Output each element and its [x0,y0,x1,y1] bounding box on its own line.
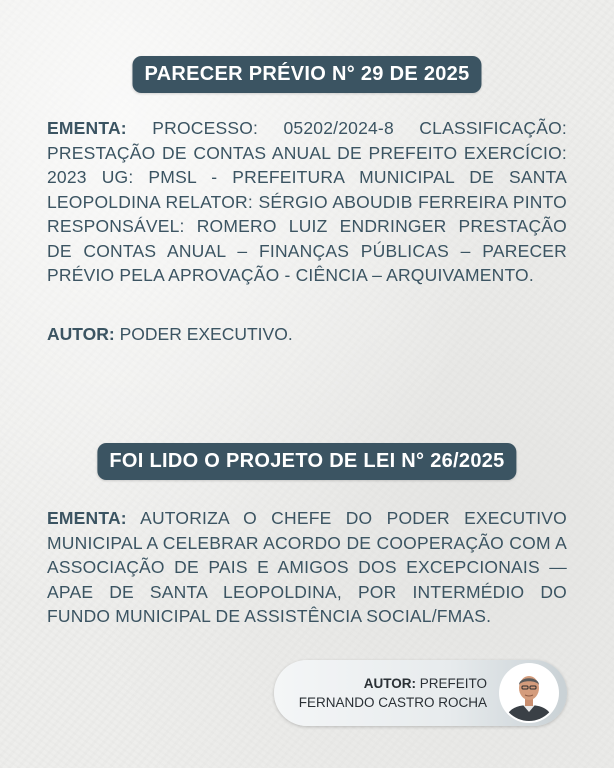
section2-ementa [47,506,567,629]
section1-autor [47,324,293,345]
author-card-role: PREFEITO [415,676,487,691]
section1-autor-value: PODER EXECUTIVO. [114,324,293,344]
person-icon [501,665,557,721]
section1-ementa-label: EMENTA: [47,118,127,138]
section1-ementa-text: PROCESSO: 05202/2024-8 CLASSIFICAÇÃO: PRESTAÇÃO DE CONTAS ANUAL DE PREFEITO EXERCÍCIO: 2023 UG: PMSL - PREFEITURA MUNICIPAL DE SANTA LEOPOLDINA RELATOR: SÉRGIO ABOUDIB FERREIRA PINTO RESPONSÁVEL: ROMERO LUIZ ENDRINGER PRESTAÇÃO DE CONTAS ANUAL – FINANÇAS PÚBLICAS – PARECER PRÉVIO PELA APROVAÇÃO - CIÊNCIA – ARQUIVAMENTO. [47,118,567,285]
author-card-label: AUTOR: [363,676,416,691]
section1-title: PARECER PRÉVIO N° 29 DE 2025 [132,56,481,93]
section2-title: FOI LIDO O PROJETO DE LEI N° 26/2025 [97,443,516,480]
avatar [501,665,557,721]
section1-autor-label: AUTOR: [47,324,115,344]
section1-ementa [47,116,567,288]
author-card [274,660,567,726]
section2-ementa-text: AUTORIZA O CHEFE DO PODER EXECUTIVO MUNICIPAL A CELEBRAR ACORDO DE COOPERAÇÃO COM A ASSOCIAÇÃO DE PAIS E AMIGOS DOS EXCEPCIONAIS — APAE DE SANTA LEOPOLDINA, POR INTERMÉDIO DO FUNDO MUNICIPAL DE ASSISTÊNCIA SOCIAL/FMAS. [47,508,567,626]
section2-ementa-label: EMENTA: [47,508,127,528]
author-card-text [299,674,487,712]
author-card-line1 [299,674,487,693]
author-card-name: FERNANDO CASTRO ROCHA [298,695,487,710]
